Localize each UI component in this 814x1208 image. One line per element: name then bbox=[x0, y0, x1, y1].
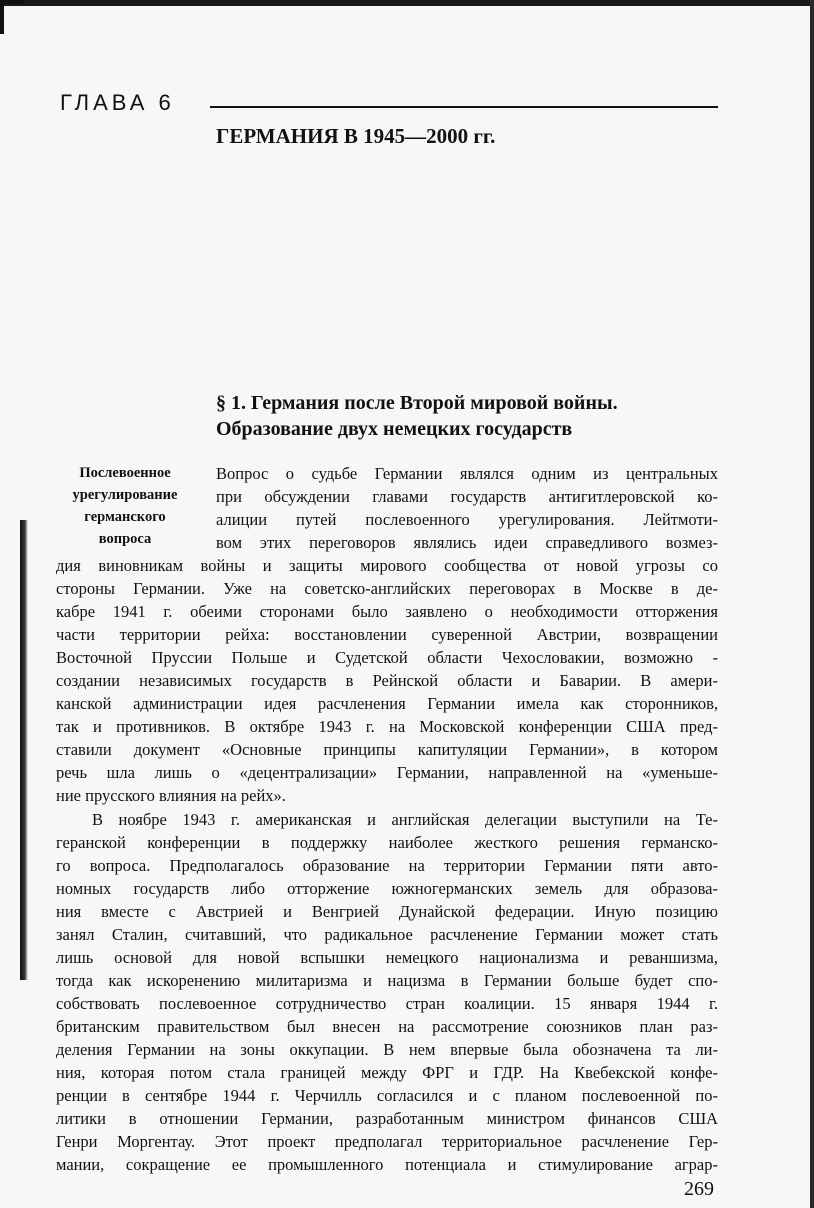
text-line: так и противников. В октябре 1943 г. на Московской конференции США пред- bbox=[56, 717, 718, 736]
text-line: части территории рейха: восстановлении суверенной Австрии, возвращении bbox=[56, 625, 718, 644]
page-number: 269 bbox=[684, 1178, 714, 1200]
chapter-rule bbox=[210, 106, 718, 108]
binding-shadow bbox=[20, 520, 28, 980]
text-line: ренции в сентябре 1944 г. Черчилль согласился и с планом послевоенной по- bbox=[56, 1086, 718, 1105]
text-line: ние прусского влияния на рейх». bbox=[56, 786, 286, 805]
text-line: ставили документ «Основные принципы капитуляции Германии», в котором bbox=[56, 740, 718, 759]
text-line: Восточной Пруссии Польше и Судетской области Чехословакии, возможно - bbox=[56, 648, 718, 667]
text-line: го вопроса. Предполагалось образование на территории Германии пяти авто- bbox=[56, 856, 718, 875]
side-heading-line: вопроса bbox=[98, 531, 152, 547]
side-heading-line: Послевоенное bbox=[79, 465, 171, 481]
scan-corner-mark bbox=[0, 0, 24, 34]
text-line: речь шла лишь о «децентрализации» Германии, направленной на «уменьше- bbox=[56, 763, 718, 782]
side-heading-line: урегулирование bbox=[72, 487, 178, 503]
text-line: стороны Германии. Уже на советско-английских переговорах в Москве в де- bbox=[56, 579, 718, 598]
text-line: при обсуждении главами государств антигитлеровской ко- bbox=[216, 487, 718, 506]
text-line: номных государств либо отторжение южногерманских земель для образова- bbox=[56, 879, 718, 898]
text-line: деления Германии на зоны оккупации. В нем впервые была обозначена та ли- bbox=[56, 1040, 718, 1059]
text-line: алиции путей послевоенного урегулирования. Лейтмоти- bbox=[216, 510, 718, 529]
side-heading bbox=[50, 462, 200, 550]
text-line: литики в отношении Германии, разработанным министром финансов США bbox=[56, 1109, 718, 1128]
text-line: дия виновникам войны и защиты мирового сообщества от новой угрозы со bbox=[56, 556, 718, 575]
side-heading-line: германского bbox=[84, 509, 166, 525]
text-line: занял Сталин, считавший, что радикальное расчленение Германии может стать bbox=[56, 925, 718, 944]
text-line: собствовать послевоенное сотрудничество стран коалиции. 15 января 1944 г. bbox=[56, 994, 718, 1013]
text-line: британским правительством был внесен на рассмотрение союзников план раз- bbox=[56, 1017, 718, 1036]
text-line: Генри Моргентау. Этот проект предполагал территориальное расчленение Гер- bbox=[56, 1132, 718, 1151]
text-line: создании независимых государств в Рейнской области и Баварии. В амери- bbox=[56, 671, 718, 690]
chapter-title: ГЕРМАНИЯ В 1945—2000 гг. bbox=[216, 124, 496, 148]
section-title-line: § 1. Германия после Второй мировой войны. bbox=[216, 392, 618, 414]
text-line: кабре 1941 г. обеими сторонами было заявлено о необходимости отторжения bbox=[56, 602, 718, 621]
text-line: мании, сокращение ее промышленного потенциала и стимулирование аграр- bbox=[56, 1155, 718, 1174]
scan-edge-right bbox=[810, 0, 814, 1208]
text-line: геранской конференции в поддержку наиболее жесткого решения германско- bbox=[56, 833, 718, 852]
text-line: ния вместе с Австрией и Венгрией Дунайской федерации. Иную позицию bbox=[56, 902, 718, 921]
text-line: В ноябре 1943 г. американская и английская делегации выступили на Те- bbox=[92, 810, 718, 829]
text-line: тогда как искоренению милитаризма и нацизма в Германии больше будет спо- bbox=[56, 971, 718, 990]
text-line: лишь основой для новой вспышки немецкого национализма и реваншизма, bbox=[56, 948, 718, 967]
section-title-line: Образование двух немецких государств bbox=[216, 418, 573, 440]
scan-edge-top bbox=[0, 0, 814, 6]
chapter-label: ГЛАВА 6 bbox=[60, 90, 175, 115]
text-line: вом этих переговоров являлись идеи справедливого возмез- bbox=[216, 533, 718, 552]
text-line: канской администрации идея расчленения Германии имела как сторонников, bbox=[56, 694, 718, 713]
text-line: Вопрос о судьбе Германии являлся одним из центральных bbox=[216, 464, 718, 483]
text-line: ния, которая потом стала границей между ФРГ и ГДР. На Квебекской конфе- bbox=[56, 1063, 718, 1082]
section-title bbox=[216, 390, 716, 442]
